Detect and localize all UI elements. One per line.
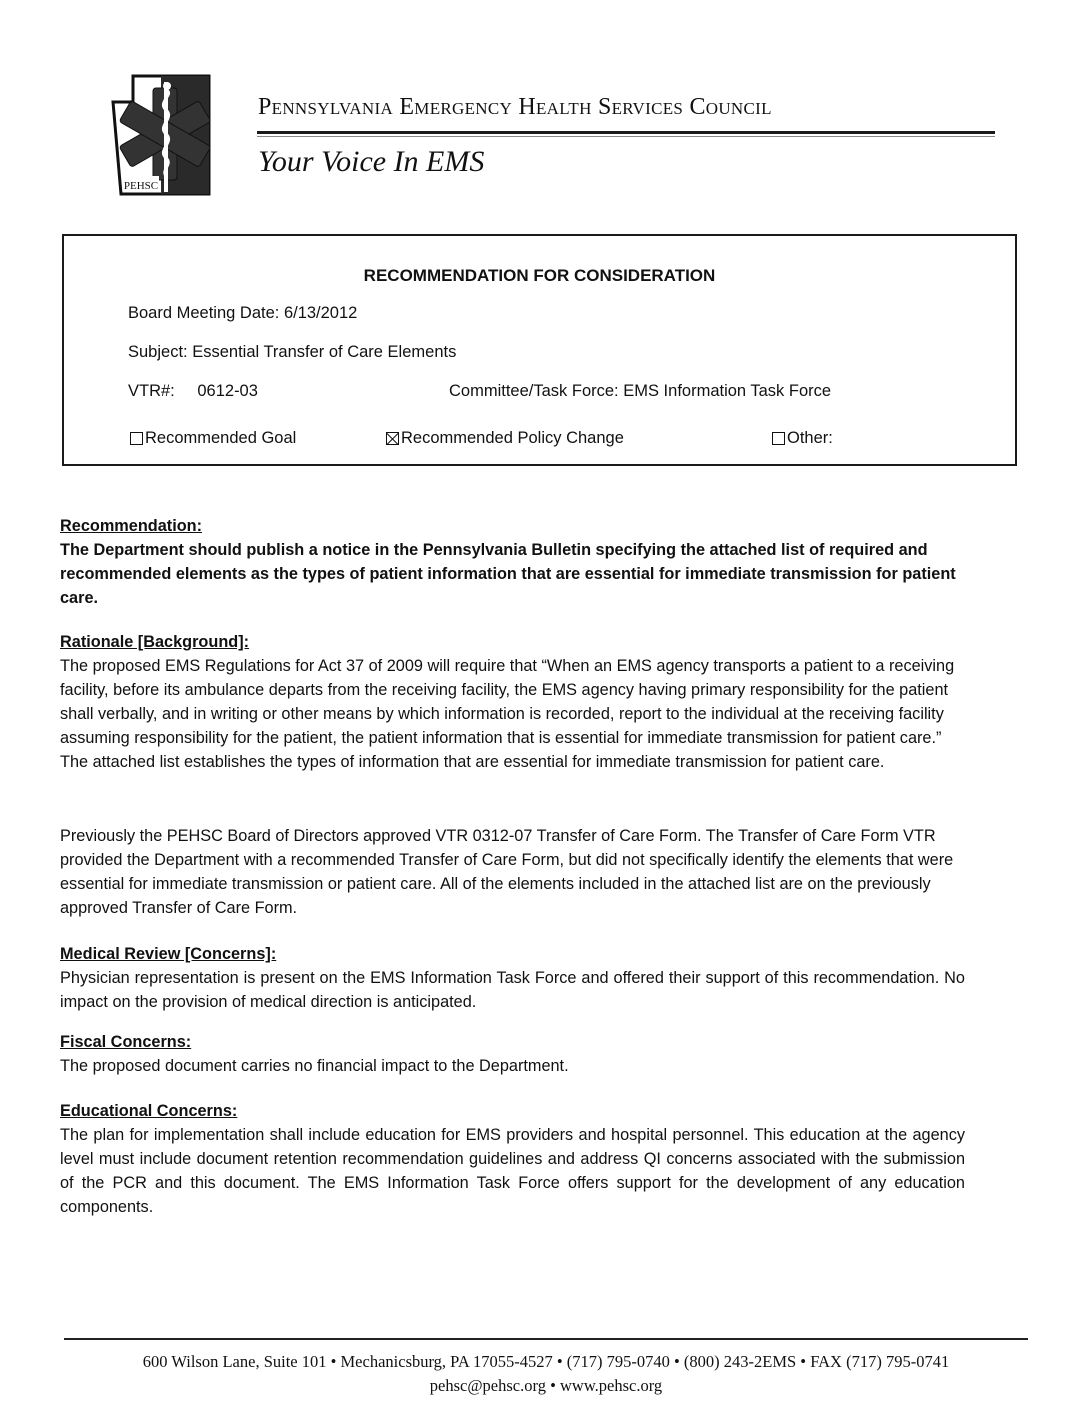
section-text: Physician representation is present on the EMS Information Task Force and offered their support of this recommendation. No impact on the provision of medical direction is anticipated. <box>60 969 965 1011</box>
footer-email[interactable]: pehsc@pehsc.org <box>429 1376 546 1395</box>
subject-row <box>128 343 456 362</box>
section-previous-approval <box>60 824 965 920</box>
section-text: The Department should publish a notice in the Pennsylvania Bulletin specifying the attached list of required and recommended elements as the types of patient information that are essential for immediate transmission for patient care. <box>60 541 956 607</box>
section-fiscal <box>60 1030 965 1078</box>
section-medical-review <box>60 942 965 1014</box>
section-text: Previously the PEHSC Board of Directors approved VTR 0312-07 Transfer of Care Form. The Transfer of Care Form VTR provided the Department with a recommended Transfer of Care Form, but did not specifically identify the elements that were essential for immediate transmission or patient care. All of the elements included in the attached list are on the previously approved Transfer of Care Form. <box>60 827 954 917</box>
subject-value: Essential Transfer of Care Elements <box>192 343 457 361</box>
section-recommendation <box>60 514 965 610</box>
committee-label: Committee/Task Force: <box>449 382 619 400</box>
organization-name <box>258 94 998 121</box>
header-rule <box>257 131 995 134</box>
section-heading: Medical Review [Concerns]: <box>60 945 277 963</box>
header-rule-thin <box>257 136 995 137</box>
section-educational <box>60 1099 965 1219</box>
checked-checkbox-icon[interactable] <box>386 432 399 445</box>
board-meeting-date-label: Board Meeting Date: <box>128 304 280 322</box>
section-text: The plan for implementation shall include education for EMS providers and hospital personnel. This education at the agency level must include document retention recommendation guidelines and address QI concerns associated with the submission of the PCR and this document. The EMS Information Task Force offers support for the development of any education components. <box>60 1126 965 1216</box>
logo-text: PEHSC <box>123 180 159 192</box>
footer-rule <box>64 1338 1028 1340</box>
subject-label: Subject: <box>128 343 188 361</box>
option-recommended-goal[interactable] <box>130 429 296 448</box>
form-title: RECOMMENDATION FOR CONSIDERATION <box>363 266 716 285</box>
footer-address: 600 Wilson Lane, Suite 101 • Mechanicsburg, PA 17055-4527 • (717) 795-0740 • (800) 243-2EMS • FAX (717) 795-0741 <box>142 1352 950 1371</box>
vtr-row <box>128 382 258 401</box>
section-heading: Fiscal Concerns: <box>60 1033 192 1051</box>
section-heading: Recommendation: <box>60 517 203 535</box>
footer-contact <box>64 1376 1028 1396</box>
unchecked-checkbox-icon[interactable] <box>130 432 143 445</box>
footer-separator: • <box>550 1376 556 1395</box>
star-of-life-keystone-icon <box>105 72 217 198</box>
option-label: Other: <box>787 429 833 447</box>
option-other[interactable] <box>772 429 833 448</box>
option-recommended-policy-change[interactable] <box>386 429 624 448</box>
section-text: The proposed EMS Regulations for Act 37 of 2009 will require that “When an EMS agency transports a patient to a receiving facility, before its ambulance departs from the receiving facility, the EMS agency having primary responsibility for the patient shall verbally, and in writing or other means by which information is recorded, report to the individual at the receiving facility assuming responsibility for the patient, the patient information that is essential for immediate transmission for patient care.” The attached list establishes the types of information that are essential for immediate transmission for patient care. <box>60 657 955 771</box>
unchecked-checkbox-icon[interactable] <box>772 432 785 445</box>
pehsc-logo <box>105 72 217 198</box>
org-name-text: Pennsylvania Emergency Health Services Council <box>258 94 772 120</box>
section-text: The proposed document carries no financial impact to the Department. <box>60 1057 569 1075</box>
committee-row <box>449 382 831 401</box>
tagline: Your Voice In EMS <box>258 145 485 178</box>
committee-value: EMS Information Task Force <box>623 382 832 400</box>
vtr-number: 0612-03 <box>197 382 258 400</box>
section-rationale <box>60 630 965 774</box>
footer-website[interactable]: www.pehsc.org <box>559 1376 663 1395</box>
board-meeting-date-row <box>128 304 357 323</box>
option-label: Recommended Policy Change <box>401 429 624 447</box>
recommendation-box <box>62 234 1017 466</box>
section-heading: Rationale [Background]: <box>60 633 250 651</box>
board-meeting-date-value: 6/13/2012 <box>283 304 358 322</box>
vtr-label: VTR#: <box>128 382 175 400</box>
option-label: Recommended Goal <box>145 429 297 447</box>
section-heading: Educational Concerns: <box>60 1102 238 1120</box>
